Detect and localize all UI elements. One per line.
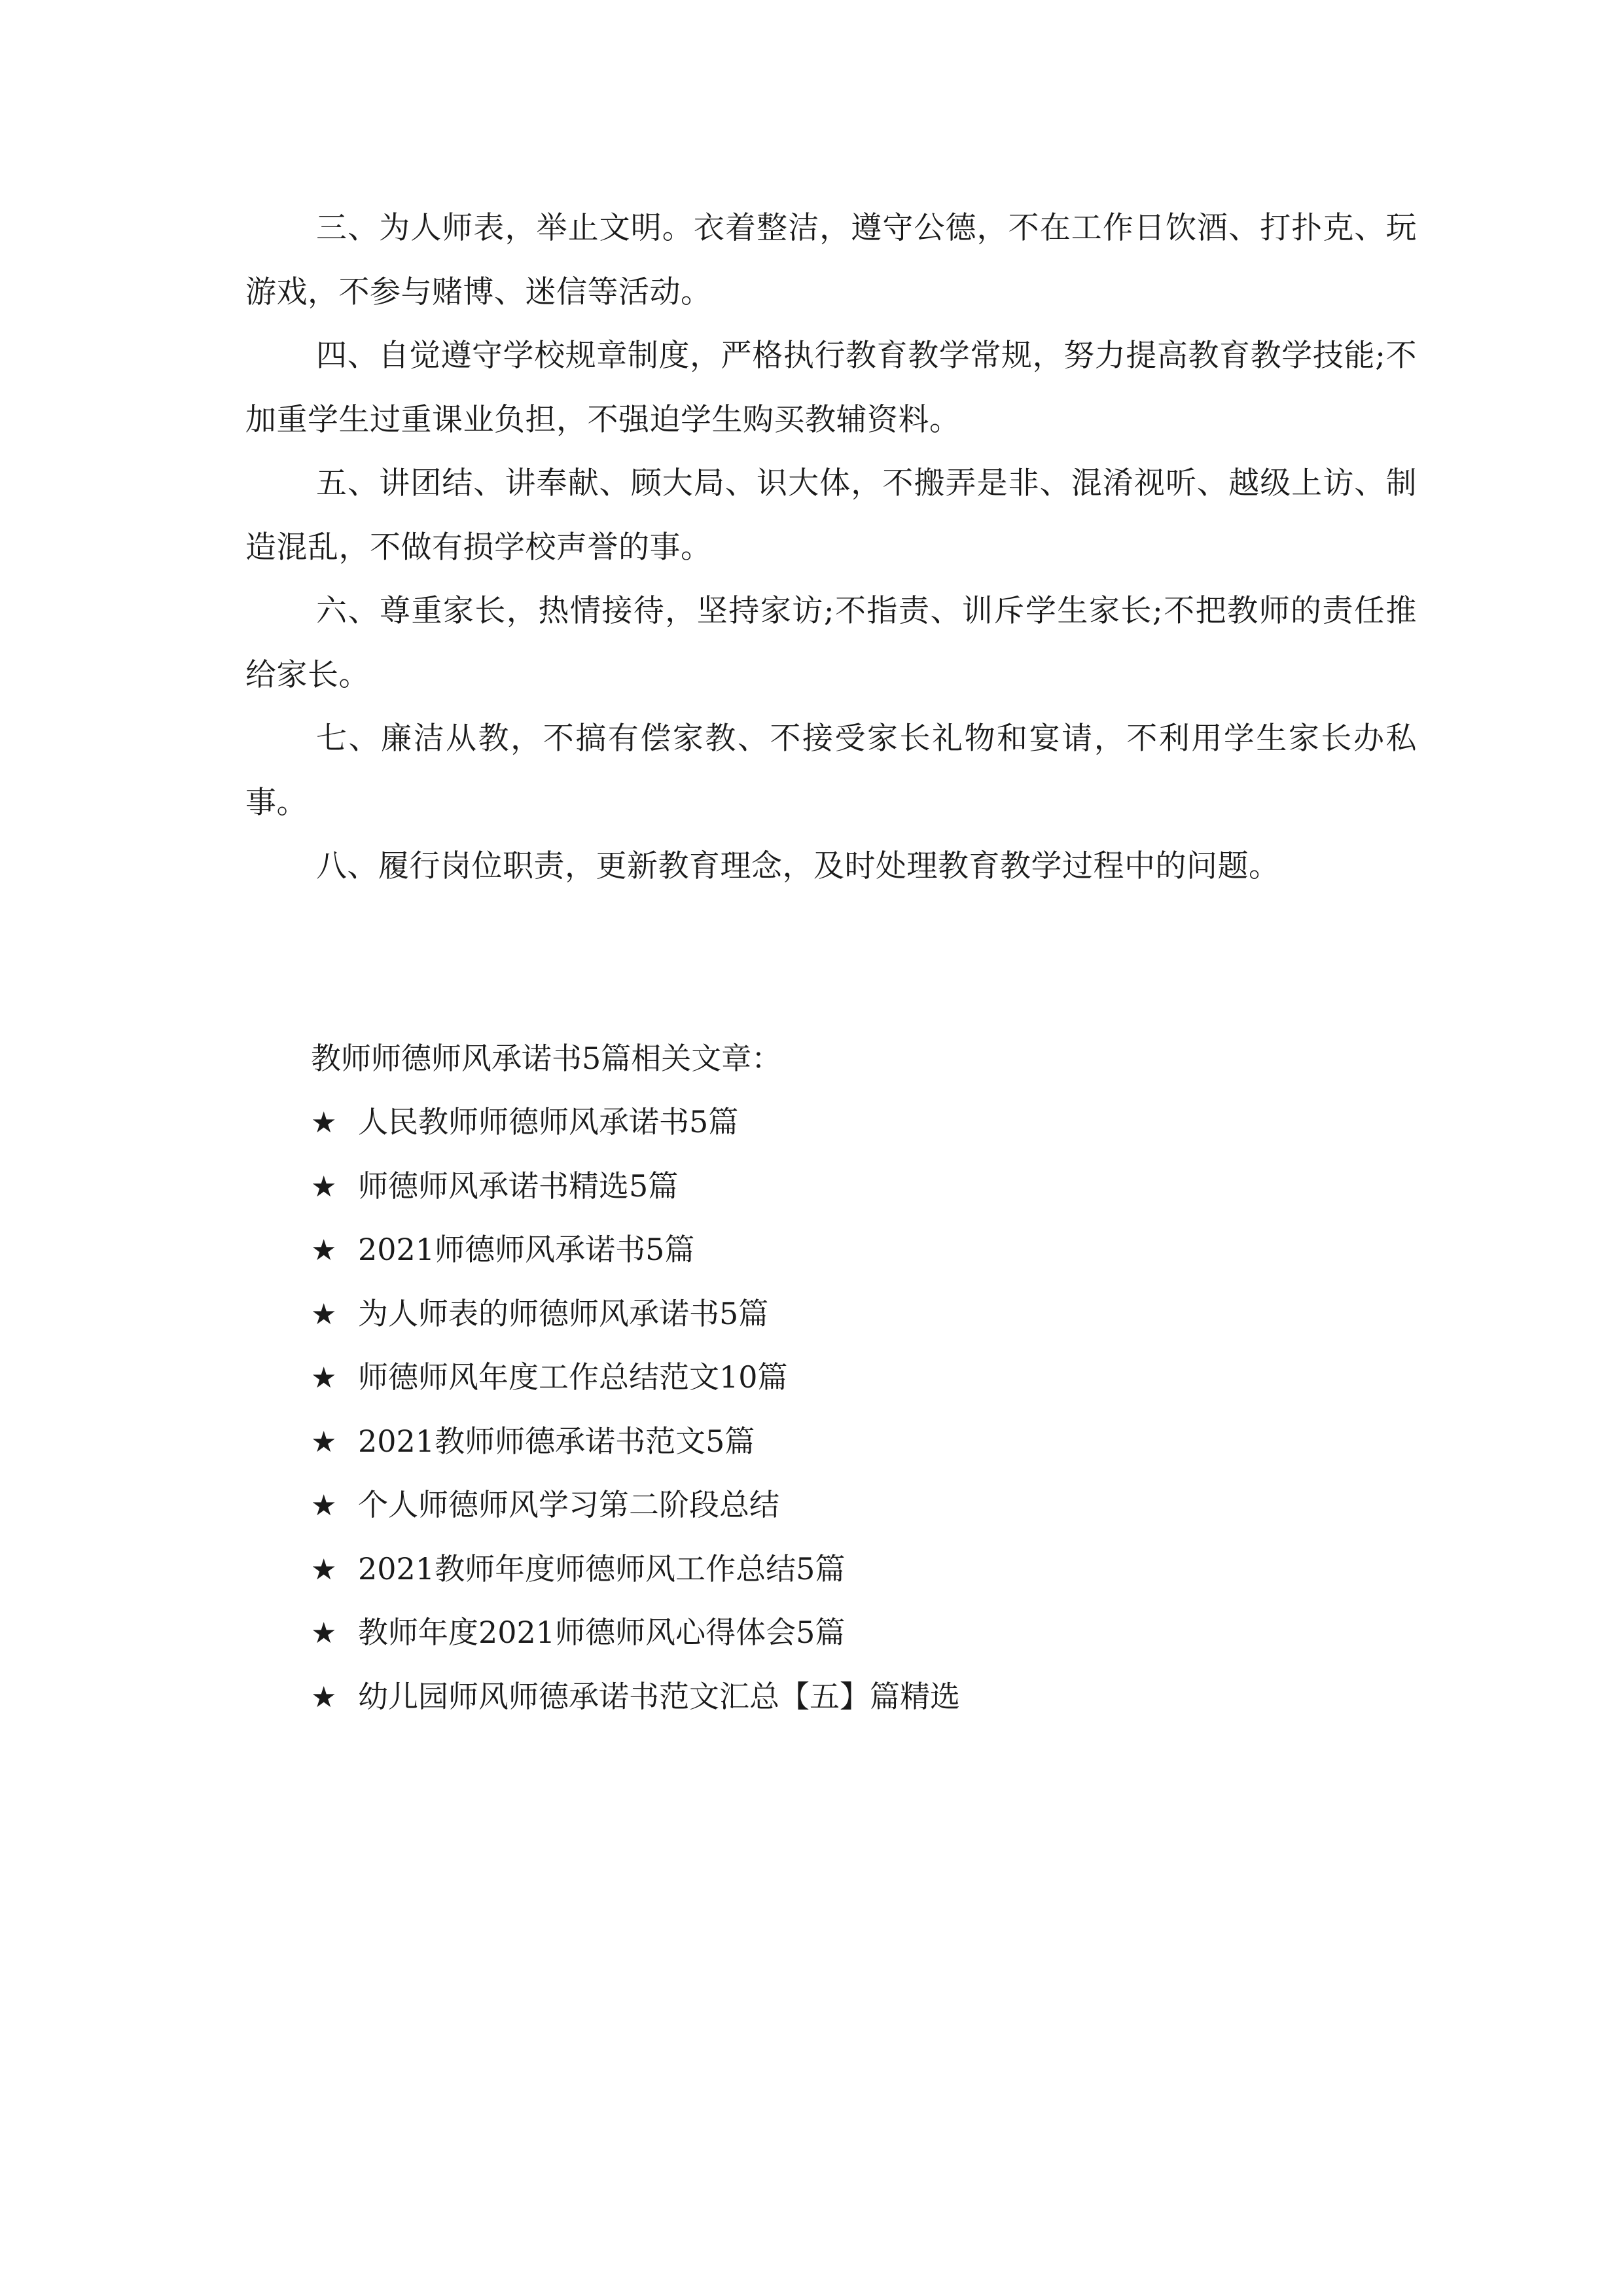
related-article-link[interactable] — [311, 1090, 1423, 1155]
pledge-body — [245, 196, 1417, 899]
star-icon: ★ — [311, 1617, 337, 1650]
pledge-item-4: 四、自觉遵守学校规章制度，严格执行教育教学常规，努力提高教育教学技能;不加重学生过重课业负担，不强迫学生购买教辅资料。 — [245, 338, 1417, 438]
pledge-item-3: 三、为人师表，举止文明。衣着整洁，遵守公德，不在工作日饮酒、打扑克、玩游戏，不参与赌博、迷信等活动。 — [245, 210, 1417, 310]
star-icon: ★ — [311, 1680, 337, 1714]
related-article-title: 教师年度2021师德师风心得体会5篇 — [358, 1615, 846, 1650]
related-article-title: 个人师德师风学习第二阶段总结 — [358, 1487, 779, 1522]
star-icon: ★ — [311, 1170, 337, 1204]
related-article-title: 2021教师师德承诺书范文5篇 — [358, 1423, 755, 1459]
pledge-item-7: 七、廉洁从教，不搞有偿家教、不接受家长礼物和宴请，不利用学生家长办私事。 — [245, 721, 1417, 821]
star-icon: ★ — [311, 1297, 337, 1331]
related-article-link[interactable] — [311, 1218, 1423, 1282]
related-article-link[interactable] — [311, 1410, 1423, 1474]
related-article-link[interactable] — [311, 1665, 1423, 1729]
related-article-link[interactable] — [311, 1282, 1423, 1346]
related-article-link[interactable] — [311, 1601, 1423, 1665]
pledge-item-6: 六、尊重家长，热情接待，坚持家访;不指责、训斥学生家长;不把教师的责任推给家长。 — [245, 593, 1417, 693]
related-article-title: 人民教师师德师风承诺书5篇 — [358, 1104, 739, 1139]
related-article-title: 师德师风年度工作总结范文10篇 — [358, 1359, 788, 1395]
related-articles — [311, 1026, 1423, 1729]
star-icon: ★ — [311, 1234, 337, 1267]
related-article-title: 师德师风承诺书精选5篇 — [358, 1168, 679, 1204]
related-article-link[interactable] — [311, 1537, 1423, 1602]
related-article-title: 幼儿园师风师德承诺书范文汇总【五】篇精选 — [358, 1678, 960, 1714]
pledge-item-5: 五、讲团结、讲奉献、顾大局、识大体，不搬弄是非、混淆视听、越级上访、制造混乱，不做有损学校声誉的事。 — [245, 465, 1417, 565]
related-article-link[interactable] — [311, 1473, 1423, 1537]
related-article-title: 2021教师年度师德师风工作总结5篇 — [358, 1551, 846, 1587]
star-icon: ★ — [311, 1425, 337, 1459]
related-articles-title: 教师师德师风承诺书5篇相关文章： — [311, 1041, 782, 1076]
related-article-link[interactable] — [311, 1346, 1423, 1410]
star-icon: ★ — [311, 1361, 337, 1395]
star-icon: ★ — [311, 1106, 337, 1139]
star-icon: ★ — [311, 1552, 337, 1587]
star-icon: ★ — [311, 1489, 337, 1522]
related-article-title: 为人师表的师德师风承诺书5篇 — [358, 1295, 769, 1331]
related-articles-list — [311, 1090, 1423, 1729]
related-article-title: 2021师德师风承诺书5篇 — [358, 1232, 695, 1267]
related-article-link[interactable] — [311, 1155, 1423, 1219]
pledge-item-8: 八、履行岗位职责，更新教育理念，及时处理教育教学过程中的问题。 — [316, 848, 1280, 884]
